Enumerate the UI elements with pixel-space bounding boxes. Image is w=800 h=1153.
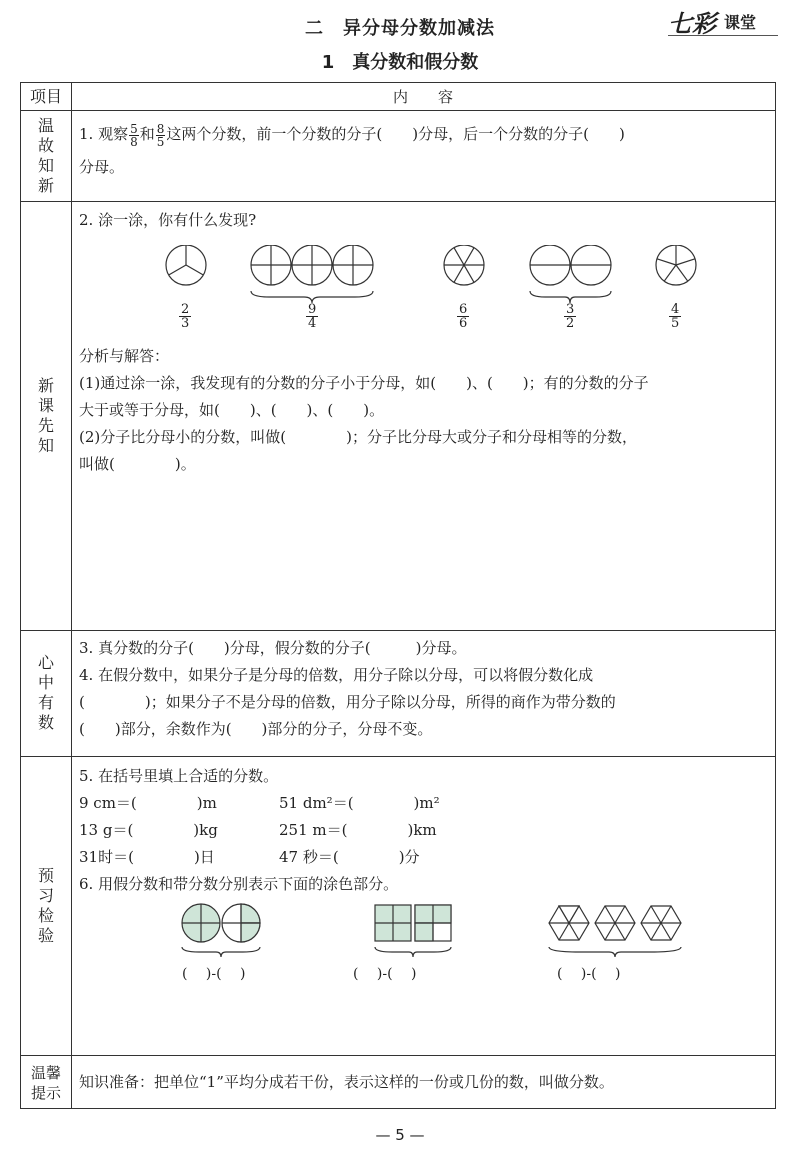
question-1 [79,121,767,148]
fraction-numerator: 9 [308,302,317,317]
unit-conversion-table [79,790,759,874]
mind-content [79,635,767,743]
fraction-5-8 [129,123,139,148]
brand-logo-part2: 课堂 [724,13,757,32]
section-label-new-lesson: 新课先知 [37,375,54,455]
question-6: 6. 用假分数和带分数分别表示下面的涂色部分。 [79,875,399,893]
quartered-circles-figure [182,904,260,957]
shape-fraction-5 [669,303,681,330]
circle-sixths [444,245,484,285]
section-label-mind: 心中有数 [37,653,54,732]
header-item: 项目 [29,86,62,106]
analysis-block [79,343,767,478]
circles-svg [79,245,779,355]
row-divider [21,1055,775,1056]
analysis-title: 分析与解答： [79,347,170,365]
unit-blank: 31时＝( )日 [79,848,215,866]
fraction-denominator: 3 [181,316,190,331]
answer-blank-2: ( )-( ) [353,966,417,982]
q1-and: 和 [139,125,155,143]
shape-fraction-1 [179,303,191,330]
preview-content [79,763,767,1053]
fraction-numerator: 2 [181,302,190,317]
tips-text: 知识准备：把单位“1”平均分成若干份，表示这样的一份或几份的数，叫做分数。 [79,1073,614,1091]
shaded-figures-svg [79,903,759,993]
fraction-8-5 [156,123,166,148]
unit-blank: 51 dm²＝( )m² [279,794,440,812]
header-content: 内 容 [392,88,453,106]
fraction-denominator: 6 [459,316,468,331]
shape-fraction-4 [564,303,576,330]
chapter-title: 二 异分母分数加减法 [305,18,495,39]
fraction-denominator: 5 [671,316,680,331]
answer-blank-3: ( )-( ) [557,966,621,982]
lesson-title: 1 真分数和假分数 [321,52,479,73]
question-2: 2. 涂一涂，你有什么发现? [79,211,257,229]
warmup-content [79,121,767,181]
quartered-squares-figure [375,905,451,957]
fraction-denominator: 5 [156,134,165,149]
question-3: 3. 真分数的分子( )分母，假分数的分子( )分母。 [79,639,467,657]
q1-prefix: 1. 观察 [79,125,129,143]
circle-thirds [166,245,206,285]
circle-diagrams [79,245,779,355]
column-divider [71,83,72,1108]
shape-fraction-3 [457,303,469,330]
question-4-line2: ( )；如果分子不是分母的倍数，用分子除以分母，所得的商作为带分数的 [79,693,616,711]
question-4-line1: 4. 在假分数中，如果分子是分母的倍数，用分子除以分母，可以将假分数化成 [79,666,594,684]
unit-blank: 9 cm＝( )m [79,794,217,812]
row-divider [21,110,775,111]
analysis-1-line1: (1)通过涂一涂，我发现有的分数的分子小于分母，如( )、( )；有的分数的分子 [79,374,649,392]
unit-blank: 251 m＝( )km [279,821,437,839]
brand-logo-part1: 七彩 [668,9,716,38]
row-divider [21,756,775,757]
section-label-preview: 预习检验 [37,865,54,945]
question-4-line3: ( )部分，余数作为( )部分的分子，分母不变。 [79,720,433,738]
analysis-1-line2: 大于或等于分母，如( )、( )、( )。 [79,401,385,419]
question-5: 5. 在括号里填上合适的分数。 [79,767,279,785]
fraction-denominator: 2 [566,316,575,331]
analysis-2-line1: (2)分子比分母小的分数，叫做( )；分子比分母大或分子和分母相等的分数， [79,428,637,446]
new-lesson-content [79,207,767,627]
q1-line2: 分母。 [79,158,125,176]
fraction-denominator: 4 [308,316,317,331]
q1-rest: 这两个分数，前一个分数的分子( )分母，后一个分数的分子( ) [166,125,625,143]
circle-halves-group [530,245,611,303]
page-titles [0,14,800,74]
fraction-numerator: 3 [566,302,575,317]
page-number: — 5 — [375,1126,425,1144]
analysis-2-line2: 叫做( )。 [79,455,196,473]
fraction-numerator: 5 [130,121,138,136]
answer-blank-1: ( )-( ) [182,966,246,982]
section-label-tips: 温馨提示 [30,1063,61,1102]
unit-blank: 13 g＝( )kg [79,821,218,839]
section-label-warmup: 温故知新 [37,115,54,195]
fraction-denominator: 8 [130,134,138,149]
circle-fifths [656,245,696,285]
circle-quarters-group [251,245,373,303]
fraction-numerator: 4 [671,302,680,317]
worksheet-table [20,82,776,1109]
shape-fraction-2 [306,303,318,330]
row-divider [21,630,775,631]
row-divider [21,201,775,202]
unit-blank: 47 秒＝( )分 [279,848,420,866]
hexagons-figure [549,906,681,957]
fraction-numerator: 6 [459,302,468,317]
fraction-numerator: 8 [156,121,165,136]
